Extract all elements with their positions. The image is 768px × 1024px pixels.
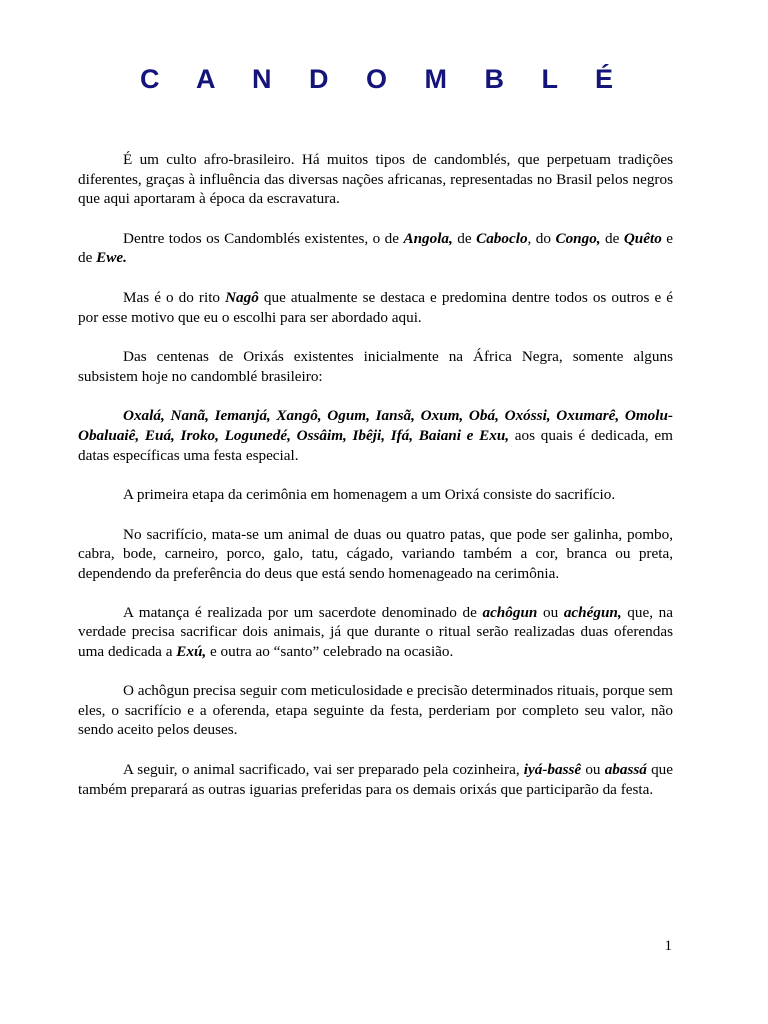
paragraph-intro: É um culto afro-brasileiro. Há muitos tipos de candomblés, que perpetuam tradições diferentes, graças à influência das diversas nações africanas, representadas no Brasil pelos negros que aqui aportaram à época da escravatura. xyxy=(78,151,673,208)
document-body xyxy=(78,150,673,819)
paragraph-orixas-intro: Das centenas de Orixás existentes inicialmente na África Negra, somente alguns subsistem hoje no candomblé brasileiro: xyxy=(78,348,673,385)
paragraph-nago-rite: Mas é o do rito Nagô que atualmente se destaca e predomina dentre todos os outros e é por esse motivo que eu o escolhi para ser abordado aqui. xyxy=(78,288,673,326)
paragraph-cook: A seguir, o animal sacrificado, vai ser preparado pela cozinheira, iyá-bassê ou abassá que também preparará as outras iguarias preferidas para os demais orixás que participarão da festa. xyxy=(78,761,674,798)
paragraph-slaughter: A matança é realizada por um sacerdote denominado de achôgun ou achégun, que, na verdade precisa sacrificar dois animais, já que durante o ritual serão realizadas duas oferendas uma dedicada a Exú, e outra ao “santo” celebrado na ocasião. xyxy=(78,603,673,660)
paragraph-sacrifice: No sacrifício, mata-se um animal de duas ou quatro patas, que pode ser galinha, pombo, cabra, bode, carneiro, porco, galo, tatu, cágado, variando também a cor, branca ou preta, dependendo da preferência do deus que está sendo homenageado na cerimônia. xyxy=(78,525,673,582)
paragraph-orixas-list: Oxalá, Nanã, Iemanjá, Xangô, Ogum, Iansã, Oxum, Obá, Oxóssi, Oxumarê, Omolu-Obaluaiê, Euá, Iroko, Logunedé, Ossâim, Ibêji, Ifá, Baiani e Exu, aos quais é dedicada, em datas específicas uma festa especial. xyxy=(78,407,673,464)
document-title: C A N D O M B L É xyxy=(139,64,628,94)
page-number: 1 xyxy=(664,938,672,954)
paragraph-achogun: O achôgun precisa seguir com meticulosidade e precisão determinados rituais, porque sem eles, o sacrifício e a oferenda, etapa seguinte da festa, perderiam por completo seu valor, não sendo aceito pelos deuses. xyxy=(78,682,673,739)
paragraph-candomble-types: Dentre todos os Candomblés existentes, o de Angola, de Caboclo, do Congo, de Quêto e de Ewe. xyxy=(78,229,674,267)
paragraph-first-stage: A primeira etapa da cerimônia em homenagem a um Orixá consiste do sacrifício. xyxy=(123,486,616,504)
